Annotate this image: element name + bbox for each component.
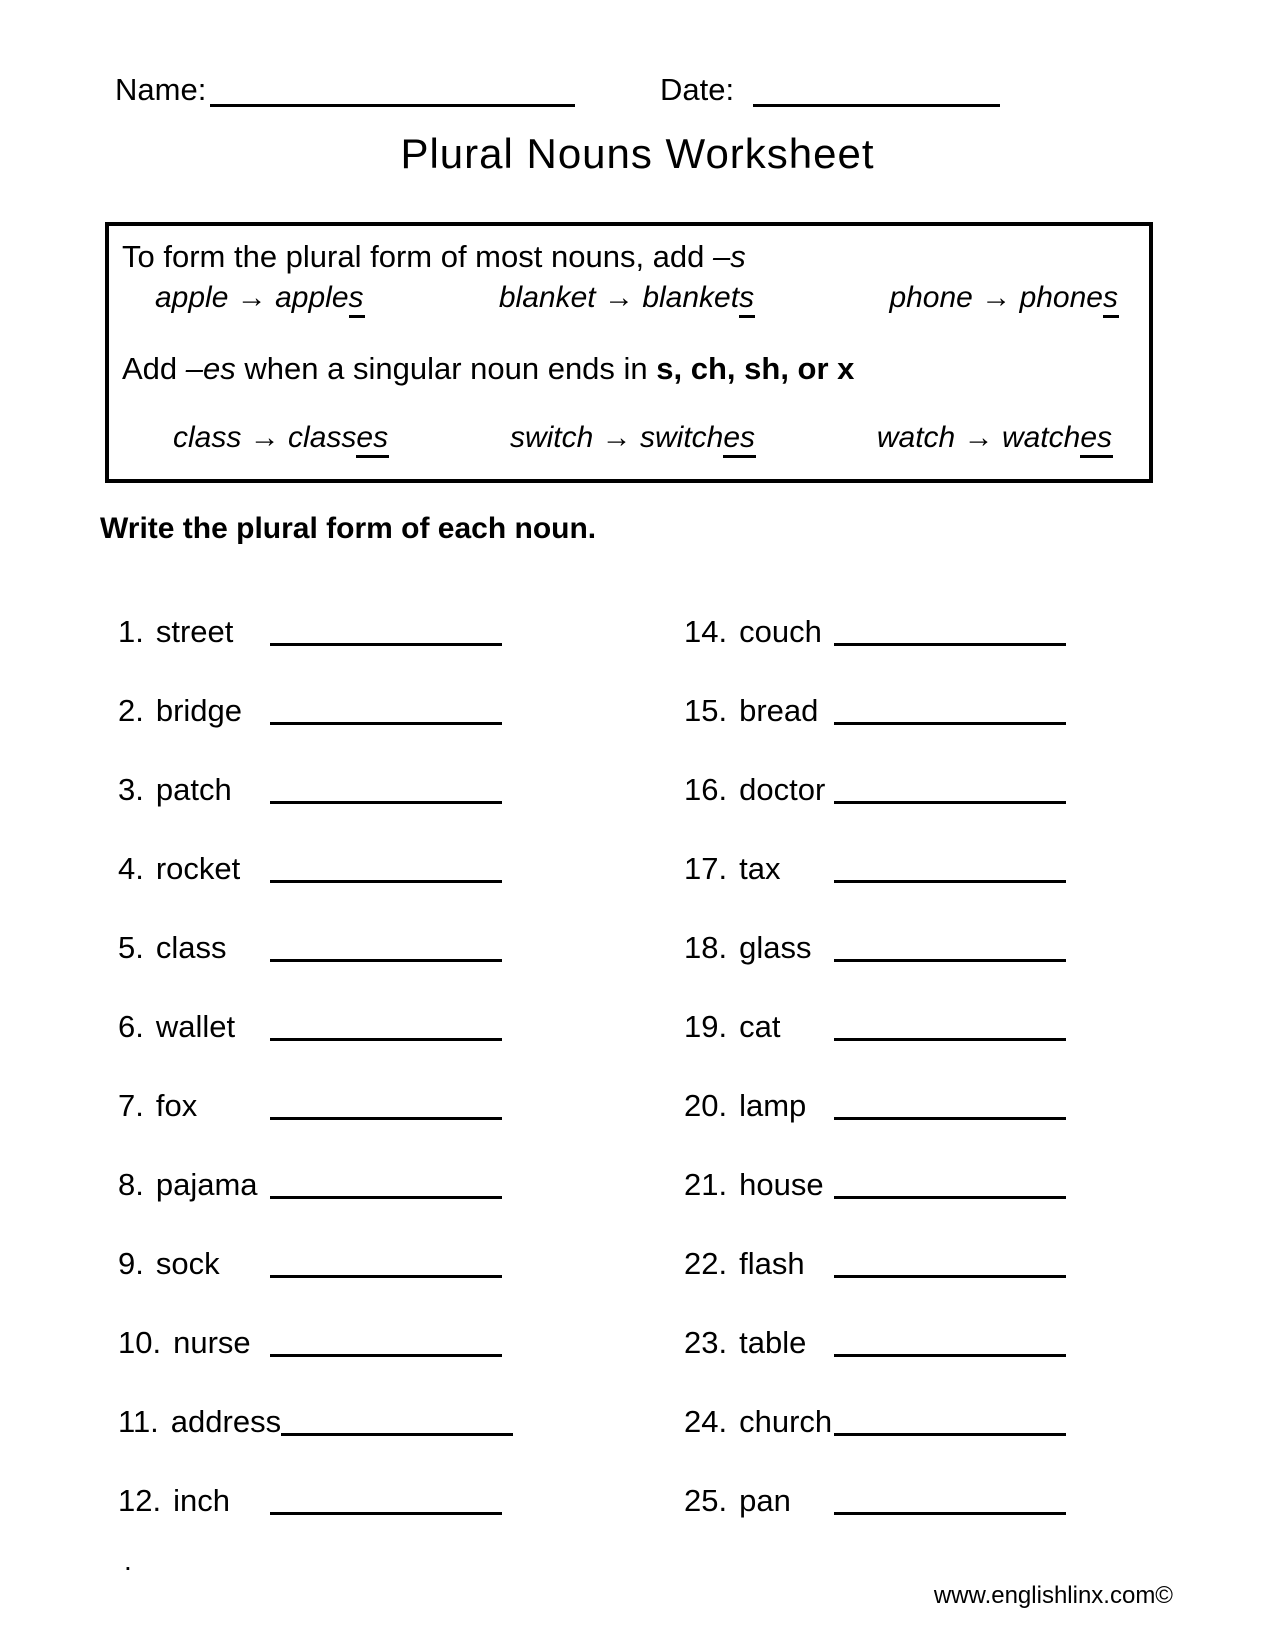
item-word: rocket — [155, 851, 241, 886]
noun-row — [684, 1007, 1154, 1047]
item-word: class — [155, 930, 227, 965]
noun-label — [118, 1007, 270, 1047]
example-to-base: watch — [1001, 421, 1081, 454]
example-from: phone — [889, 281, 973, 314]
noun-label — [118, 1086, 270, 1126]
item-word: doctor — [739, 772, 826, 807]
noun-row — [684, 1244, 1154, 1284]
item-word: house — [739, 1167, 824, 1202]
noun-row — [684, 928, 1154, 968]
noun-label — [118, 849, 270, 889]
item-word: fox — [155, 1088, 198, 1123]
answer-blank — [270, 722, 502, 725]
example-pair — [889, 281, 1119, 318]
example-to-suffix: es — [1080, 423, 1113, 458]
noun-label — [684, 1244, 834, 1284]
item-number: 1. — [118, 614, 144, 649]
item-number: 10. — [118, 1325, 162, 1360]
noun-label — [118, 928, 270, 968]
noun-label — [684, 849, 834, 889]
example-to-suffix: s — [739, 283, 755, 318]
answer-blank — [270, 1354, 502, 1357]
example-to — [1020, 281, 1119, 314]
item-number: 17. — [684, 851, 728, 886]
example-pair — [510, 421, 756, 458]
rule-add-s-text: To form the plural form of most nouns, add — [122, 239, 713, 274]
noun-row — [684, 691, 1154, 731]
answer-blank — [834, 1512, 1066, 1515]
noun-row — [118, 1402, 588, 1442]
item-number: 4. — [118, 851, 144, 886]
footer-url: www.englishlinx.com© — [933, 1582, 1173, 1609]
noun-row — [684, 612, 1154, 652]
example-from: switch — [509, 421, 594, 454]
answer-blank — [834, 1196, 1066, 1199]
item-number: 7. — [118, 1088, 144, 1123]
example-to-suffix: es — [723, 423, 756, 458]
page-title: Plural Nouns Worksheet — [400, 130, 875, 177]
item-number: 21. — [684, 1167, 728, 1202]
item-number: 8. — [118, 1167, 144, 1202]
example-from: blanket — [498, 281, 596, 314]
rule-add-s — [122, 239, 746, 275]
item-number: 18. — [684, 930, 728, 965]
noun-label — [118, 1244, 270, 1284]
item-word: couch — [739, 614, 822, 649]
noun-label — [684, 1165, 834, 1205]
noun-label — [118, 612, 270, 652]
noun-label — [684, 1086, 834, 1126]
example-pair — [877, 421, 1113, 458]
noun-label — [118, 770, 270, 810]
item-word: inch — [173, 1483, 230, 1518]
example-pair — [173, 421, 389, 458]
item-number: 11. — [118, 1404, 159, 1439]
item-number: 20. — [684, 1088, 728, 1123]
noun-row — [684, 1165, 1154, 1205]
answer-blank — [834, 1354, 1066, 1357]
item-word: pan — [739, 1483, 791, 1518]
answer-blank — [270, 643, 502, 646]
noun-row — [684, 1402, 1154, 1442]
example-to — [275, 281, 364, 314]
answer-blank — [270, 1512, 502, 1515]
answer-blank — [834, 643, 1066, 646]
stray-period-mark: . — [124, 1545, 132, 1576]
item-word: nurse — [173, 1325, 251, 1360]
example-from: class — [173, 421, 242, 454]
example-to — [640, 421, 756, 454]
noun-list-left — [118, 612, 588, 1560]
answer-blank — [834, 722, 1066, 725]
answer-blank — [270, 1196, 502, 1199]
rule-add-es-endings: s, ch, sh, or x — [656, 351, 855, 386]
noun-row — [684, 770, 1154, 810]
rule-add-es — [122, 351, 854, 387]
rule-add-es-pre: Add — [122, 351, 186, 386]
example-to — [1002, 421, 1113, 454]
answer-blank — [270, 1275, 502, 1278]
item-word: glass — [739, 930, 812, 965]
item-word: tax — [739, 851, 781, 886]
noun-label — [118, 1402, 281, 1442]
noun-row — [118, 1007, 588, 1047]
item-word: flash — [739, 1246, 805, 1281]
item-number: 9. — [118, 1246, 144, 1281]
answer-blank — [270, 1117, 502, 1120]
answer-blank — [834, 1117, 1066, 1120]
noun-row — [684, 1086, 1154, 1126]
noun-label — [118, 1165, 270, 1205]
rule-add-es-suffix: –es — [185, 351, 236, 386]
item-number: 19. — [684, 1009, 728, 1044]
name-label: Name: — [115, 72, 207, 107]
noun-row — [118, 1165, 588, 1205]
example-from: watch — [876, 421, 956, 454]
item-word: address — [170, 1404, 282, 1439]
noun-label — [684, 1481, 834, 1521]
arrow-right-glyph: → — [601, 421, 632, 454]
answer-blank — [270, 959, 502, 962]
item-number: 14. — [684, 614, 728, 649]
rule-add-s-suffix: –s — [713, 239, 746, 274]
item-word: sock — [155, 1246, 220, 1281]
noun-row — [118, 1323, 588, 1363]
noun-label — [684, 1402, 834, 1442]
item-number: 6. — [118, 1009, 144, 1044]
item-word: cat — [739, 1009, 781, 1044]
noun-label — [118, 1323, 270, 1363]
rule-add-es-mid: when a singular noun ends in — [235, 351, 657, 386]
item-word: pajama — [155, 1167, 258, 1202]
example-to — [642, 281, 755, 314]
example-to-base: apple — [275, 281, 349, 314]
noun-row — [684, 1481, 1154, 1521]
item-number: 12. — [118, 1483, 162, 1518]
noun-row — [118, 928, 588, 968]
item-word: lamp — [739, 1088, 807, 1123]
example-to-base: blanket — [642, 281, 740, 314]
noun-row — [118, 1086, 588, 1126]
item-number: 2. — [118, 693, 144, 728]
date-blank-line — [753, 104, 1000, 107]
answer-blank — [270, 801, 502, 804]
noun-row — [684, 849, 1154, 889]
item-number: 23. — [684, 1325, 728, 1360]
instructions-prompt: Write the plural form of each noun. — [100, 512, 597, 545]
example-to-suffix: s — [349, 283, 365, 318]
noun-label — [684, 691, 834, 731]
item-number: 25. — [684, 1483, 728, 1518]
answer-blank — [834, 959, 1066, 962]
rule-es-examples-row — [173, 421, 1113, 458]
noun-row — [118, 1244, 588, 1284]
noun-row — [118, 849, 588, 889]
noun-label — [684, 1007, 834, 1047]
answer-blank — [281, 1433, 513, 1436]
item-word: church — [739, 1404, 833, 1439]
example-to — [288, 421, 389, 454]
item-word: patch — [155, 772, 232, 807]
arrow-right-glyph: → — [603, 281, 634, 314]
example-to-suffix: es — [356, 423, 389, 458]
item-number: 5. — [118, 930, 144, 965]
noun-row — [118, 770, 588, 810]
example-pair — [155, 281, 365, 318]
noun-label — [684, 1323, 834, 1363]
noun-label — [684, 928, 834, 968]
item-word: bridge — [155, 693, 243, 728]
instruction-box — [105, 222, 1153, 483]
item-number: 16. — [684, 772, 728, 807]
noun-label — [118, 1481, 270, 1521]
answer-blank — [834, 1275, 1066, 1278]
noun-list-right — [684, 612, 1154, 1560]
arrow-right-glyph: → — [249, 421, 280, 454]
answer-blank — [270, 1038, 502, 1041]
noun-row — [118, 1481, 588, 1521]
noun-label — [684, 770, 834, 810]
item-number: 3. — [118, 772, 144, 807]
item-word: bread — [739, 693, 819, 728]
answer-blank — [270, 880, 502, 883]
item-word: street — [155, 614, 234, 649]
answer-blank — [834, 1038, 1066, 1041]
rule-s-examples-row — [155, 281, 1119, 318]
arrow-right-glyph: → — [236, 281, 267, 314]
arrow-right-glyph: → — [963, 421, 994, 454]
item-number: 24. — [684, 1404, 728, 1439]
example-pair — [499, 281, 755, 318]
answer-blank — [834, 880, 1066, 883]
example-to-suffix: s — [1103, 283, 1119, 318]
example-to-base: class — [288, 421, 357, 454]
example-to-base: phone — [1019, 281, 1103, 314]
noun-row — [684, 1323, 1154, 1363]
item-number: 22. — [684, 1246, 728, 1281]
item-word: table — [739, 1325, 807, 1360]
arrow-right-glyph: → — [981, 281, 1012, 314]
name-blank-line — [210, 104, 575, 107]
answer-blank — [834, 1433, 1066, 1436]
noun-row — [118, 612, 588, 652]
answer-blank — [834, 801, 1066, 804]
example-from: apple — [155, 281, 229, 314]
example-to-base: switch — [639, 421, 724, 454]
date-label: Date: — [660, 72, 735, 107]
noun-row — [118, 691, 588, 731]
noun-label — [684, 612, 834, 652]
item-word: wallet — [155, 1009, 236, 1044]
noun-label — [118, 691, 270, 731]
item-number: 15. — [684, 693, 728, 728]
